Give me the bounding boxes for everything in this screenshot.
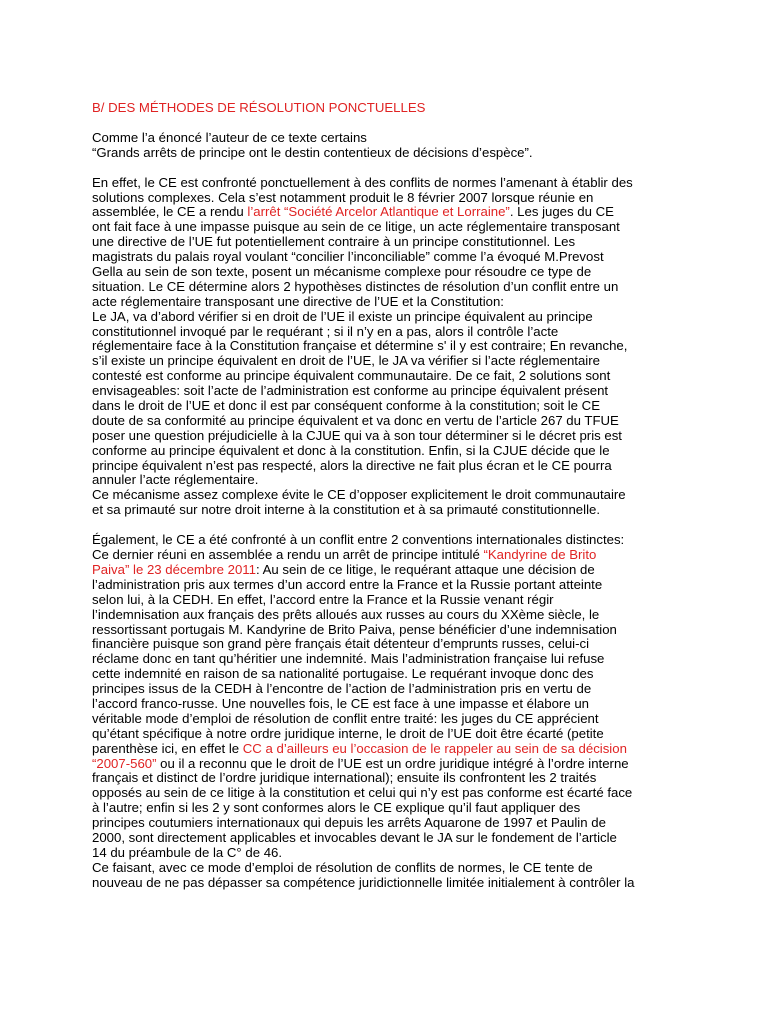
text-line [92,459,682,474]
text-run: : Au sein de ce litige, le requérant attaque une décision de [255,561,595,577]
text-line [92,667,682,682]
text-run: constitutionnel invoqué par le requérant ; si il n’y en a pas, alors il contrôle l’acte [92,323,559,339]
text-line [92,771,682,786]
text-run: 2000, sont directement applicables et invocables devant le JA sur le fondement de l’article [92,829,617,845]
text-line [92,473,682,488]
text-line [92,861,682,876]
text-line [92,191,682,206]
text-line [92,682,682,697]
text-run: acte réglementaire transposant une directive de l’UE et la Constitution: [92,293,504,309]
text-line [92,235,682,250]
text-line [92,503,682,518]
text-run: l’accord franco-russe. Une nouvelles fois, le CE est face à une impasse et élabore un [92,695,589,711]
text-line [92,176,682,191]
text-line [92,265,682,280]
text-line [92,205,682,220]
text-run: 14 du préambule de la C° de 46. [92,844,283,860]
text-line [92,608,682,623]
text-line [92,593,682,608]
text-run: nouveau de ne pas dépasser sa compétence juridictionnelle limitée initialement à contrôler la [92,874,635,890]
text-run: Comme l’a énoncé l’auteur de ce texte certains [92,129,367,145]
text-line [92,384,682,399]
text-line [92,429,682,444]
document-page [92,101,682,891]
text-run: ressortissant portugais M. Kandyrine de Brito Paiva, pense bénéficier d’une indemnisation [92,621,617,637]
text-line [92,488,682,503]
text-run: selon lui, à la CEDH. En effet, l’accord entre la France et la Russie venant régir [92,591,554,607]
text-line [92,250,682,265]
paragraph [92,176,682,518]
case-reference: “Kandyrine de Brito [483,547,597,563]
text-line [92,354,682,369]
text-line [92,399,682,414]
text-line [92,652,682,667]
text-run: s’il existe un principe équivalent en droit de l’UE, le JA va vérifier si l’acte réglementaire [92,353,600,369]
text-run: à l’autre; enfin si les 2 y sont conformes alors le CE explique qu’il faut appliquer des [92,800,581,816]
text-run: annuler l’acte réglementaire. [92,472,259,488]
text-run: ou il a reconnu que le droit de l’UE est un ordre juridique intégré à l’ordre interne [156,755,629,771]
text-run: Ce dernier réuni en assemblée a rendu un arrêt de principe intitulé [92,547,484,563]
paragraph [92,131,682,161]
text-line [92,325,682,340]
text-run: français et distinct de l’ordre juridique international); ensuite ils confrontent les 2 traités [92,770,597,786]
text-line [92,548,682,563]
text-line [92,414,682,429]
text-run: principes coutumiers internationaux qui depuis les arrêts Aquarone de 1997 et Paulin de [92,815,606,831]
text-run: “Grands arrêts de principe ont le destin contentieux de décisions d’espèce”. [92,144,533,160]
text-line [92,623,682,638]
text-line [92,742,682,757]
text-line [92,727,682,742]
paragraph-gap [92,518,682,533]
text-line [92,131,682,146]
text-run: dans le droit de l’UE et donc il est par conséquent conforme à la constitution; soit le CE [92,398,600,414]
text-line [92,533,682,548]
text-run: Également, le CE a été confronté à un conflit entre 2 conventions internationales distinctes: [92,532,625,548]
text-line [92,578,682,593]
text-run: opposés au sein de ce litige à la constitution et celui qui n’y est pas conforme est écarté face [92,785,633,801]
text-line [92,146,682,161]
text-run: Ce faisant, avec ce mode d’emploi de résolution de conflits de normes, le CE tente de [92,859,593,875]
text-run: principe équivalent n’est pas respecté, alors la directive ne fait plus écran et le CE pourra [92,457,612,473]
text-run: En effet, le CE est confronté ponctuellement à des conflits de normes l’amenant à établir des [92,174,633,190]
text-run: doute de sa conformité au principe équivalent et va donc en vertu de l’article 267 du TFUE [92,412,619,428]
text-run: l’indemnisation aux français des prêts alloués aux russes au cours du XXème siècle, le [92,606,600,622]
text-run: ont fait face à une impasse puisque au sein de ce litige, un acte réglementaire transposant [92,219,620,235]
text-line [92,295,682,310]
text-line [92,444,682,459]
text-line [92,637,682,652]
text-run: cette indemnité en raison de sa nationalité portugaise. Le requérant invoque donc des [92,666,594,682]
section-heading: B/ DES MÉTHODES DE RÉSOLUTION PONCTUELLES [92,100,426,115]
text-run: et sa primauté sur notre droit interne à la constitution et à sa primauté constitutionnelle. [92,502,600,518]
text-run: conforme au principe équivalent et donc à la constitution. Enfin, si la CJUE décide que le [92,442,610,458]
document-body [92,131,682,891]
text-line [92,786,682,801]
paragraph [92,533,682,890]
text-line [92,369,682,384]
text-run: Gella au sein de son texte, posent un mécanisme complexe pour résoudre ce type de [92,264,592,280]
case-reference: CC a d’ailleurs eu l’occasion de le rappeler au sein de sa décision [242,740,627,756]
text-line [92,310,682,325]
text-line [92,220,682,235]
text-run: réglementaire face à la Constitution française et détermine s' il y est contraire; En revanche, [92,338,628,354]
text-run: réclame donc en tant qu’héritier une indemnité. Mais l’administration française lui refuse [92,651,605,667]
text-line [92,757,682,772]
case-reference: “2007-560” [92,755,157,771]
text-run: qu’étant spécifique à notre ordre juridique interne, le droit de l’UE doit être écarté (petite [92,725,604,741]
text-run: Le JA, va d’abord vérifier si en droit de l’UE il existe un principe équivalent au principe [92,308,593,324]
text-line [92,563,682,578]
paragraph-gap [92,161,682,176]
text-run: l’administration pris aux termes d’un accord entre la France et la Russie portant atteinte [92,576,603,592]
text-run: financière puisque son grand père français était détenteur d’emprunts russes, celui-ci [92,636,590,652]
text-run: magistrats du palais royal voulant “concilier l’inconciliable” comme l’a évoqué M.Prevost [92,249,604,265]
text-run: solutions complexes. Cela s’est notamment produit le 8 février 2007 lorsque réunie en [92,189,594,205]
text-line [92,712,682,727]
text-line [92,801,682,816]
text-run: véritable mode d’emploi de résolution de conflit entre traité: les juges du CE apprécient [92,710,599,726]
text-line [92,697,682,712]
text-run: principes issus de la CEDH à l’encontre de l’action de l’administration pris en vertu de [92,681,592,697]
text-run: situation. Le CE détermine alors 2 hypothèses distinctes de résolution d’un conflit entre un [92,278,619,294]
text-run: parenthèse ici, en effet le [92,740,243,756]
text-run: envisageables: soit l’acte de l’administration est conforme au principe équivalent présent [92,383,609,399]
text-line [92,816,682,831]
text-line [92,831,682,846]
text-run: contesté est conforme au principe équivalent communautaire. De ce fait, 2 solutions sont [92,368,611,384]
case-reference: l’arrêt “Société Arcelor Atlantique et Lorraine” [247,204,510,220]
text-run: assemblée, le CE a rendu [92,204,248,220]
text-run: . Les juges du CE [509,204,614,220]
text-run: Ce mécanisme assez complexe évite le CE d’opposer explicitement le droit communautaire [92,487,626,503]
text-line [92,846,682,861]
text-line [92,280,682,295]
text-run: poser une question préjudicielle à la CJUE qui va à son tour déterminer si le décret pris est [92,427,622,443]
paragraph-gap [92,116,682,131]
text-line [92,876,682,891]
text-line [92,339,682,354]
case-reference: Paiva” le 23 décembre 2011 [92,561,256,577]
text-run: une directive de l’UE fut potentiellement contraire à un principe constitutionnel. Les [92,234,576,250]
